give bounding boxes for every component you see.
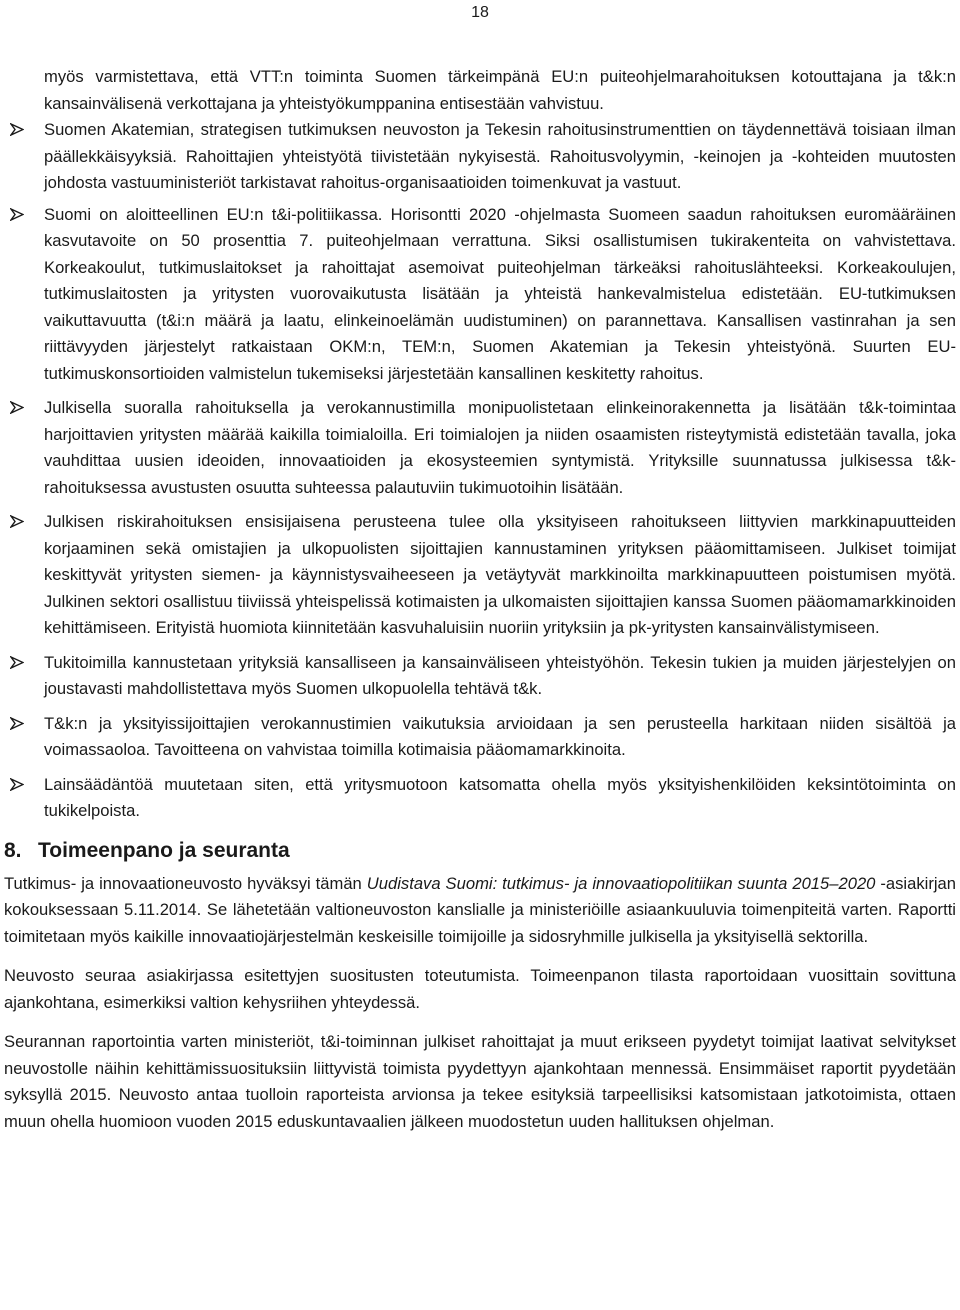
bullet-item [0, 395, 960, 501]
section-paragraph-2: Neuvosto seuraa asiakirjassa esitettyjen suositusten toteutumista. Toimeenpanon tilasta raportoidaan vuosittain sovittuna ajankohtana, esimerkiksi valtion kehysriihen yhteydessä. [4, 966, 956, 1012]
arrowhead-bullet-icon [10, 395, 30, 421]
section-number: 8. [4, 838, 22, 862]
bullet-text: Lainsäädäntöä muutetaan siten, että yritysmuotoon katsomatta ohella myös yksityishenkilöiden keksintötoiminta on tukikelpoista. [44, 774, 956, 820]
arrowhead-bullet-icon [10, 509, 30, 535]
bullet-text: Julkisella suoralla rahoituksella ja verokannustimilla monipuolistetaan elinkeinorakennetta ja lisätään t&k-toimintaa harjoittavien yritysten määrää kaikilla toimialoilla. Eri toimialojen ja niiden osaamisten risteytymistä edistetään tavalla, joka vauhdittaa uusien ideoiden, innovaatioiden ja ekosysteemien syntymistä. Yrityksille suunnatussa julkisessa t&k-rahoituksessa avustusten osuutta suhteessa palautuviin tukimuotoihin lisätään. [44, 398, 956, 497]
bullet-item [0, 202, 960, 388]
intro-continuation: myös varmistettava, että VTT:n toiminta Suomen tärkeimpänä EU:n puiteohjelmarahoituksen kotouttajana ja t&k:n kansainvälisenä verkottajana ja yhteistyökumppanina entisestään vahvistuu. [44, 67, 956, 113]
page-number: 18 [471, 4, 489, 21]
page-content [0, 64, 960, 1135]
bullet-text: Suomen Akatemian, strategisen tutkimuksen neuvoston ja Tekesin rahoitusinstrumenttien on täydennettävä toisiaan ilman päällekkäisyyksiä. Rahoittajien yhteistyötä tiivistetään nykyisestä. Rahoitusvolyymin, -keinojen ja -kohteiden muutosten johdosta vastuuministeriöt tarkistavat rahoitus-organisaatioiden toimenkuvat ja vastuut. [44, 120, 956, 192]
bullet-item [0, 509, 960, 642]
bullet-item [0, 650, 960, 703]
arrowhead-bullet-icon [10, 650, 30, 676]
bullet-text: Tukitoimilla kannustetaan yrityksiä kansalliseen ja kansainväliseen yhteistyöhön. Tekesin tukien ja muiden järjestelyjen on joustavasti mahdollistettava myös Suomen ulkopuolella tehtävä t&k. [44, 652, 956, 698]
section-paragraph-3: Seurannan raportointia varten ministeriöt, t&i-toiminnan julkiset rahoittajat ja muut erikseen pyydetyt toimijat laativat selvitykset neuvostolle näihin kehittämissuosituksiin liittyvistä toimista pyydettyyn ajankohtaan mennessä. Ensimmäiset raportit pyydetään syksyllä 2015. Neuvosto antaa tuolloin raporteista arvionsa ja tekee esityksiä tarpeellisiksi katsomistaan jatkotoimista, ottaen muun ohella huomioon vuoden 2015 eduskuntavaalien jälkeen muodostetun uuden hallituksen ohjelman. [4, 1032, 956, 1131]
document-title-italic: Uudistava Suomi: tutkimus- ja innovaatiopolitiikan suunta 2015–2020 [366, 873, 876, 893]
bullet-text: Julkisen riskirahoituksen ensisijaisena perusteena tulee olla yksityiseen rahoitukseen liittyvien markkinapuutteiden korjaaminen sekä omistajien ja ulkopuolisten sijoittajien kannustaminen yrityksen pääomittamiseen. Julkiset toimijat keskittyvät yritysten siemen- ja käynnistysvaiheeseen ja vetäytyvät markkinoilta markkinapuutteen poistumisen myötä. Julkinen sektori osallistuu tiiviissä yhteispelissä kotimaisten ja ulkomaisten sijoittajien kanssa Suomen pääomamarkkinoiden kehittämiseen. Erityistä huomiota kiinnitetään kasvuhaluisiin nuoriin yrityksiin ja pk-yritysten kansainvälistymiseen. [44, 512, 956, 637]
arrowhead-bullet-icon [10, 202, 30, 228]
bullet-item [0, 117, 960, 197]
bullet-item [0, 772, 960, 825]
section-title: Toimeenpano ja seuranta [38, 838, 290, 862]
paragraph-text: Tutkimus- ja innovaationeuvosto hyväksyi tämän [4, 873, 367, 893]
bullet-text: Suomi on aloitteellinen EU:n t&i-politiikassa. Horisontti 2020 -ohjelmasta Suomeen saadun rahoituksen euromääräinen kasvutavoite on 50 prosenttia 7. puiteohjelmaan verrattuna. Siksi osallistumisen tukirakenteita on vahvistettava. Korkeakoulut, tutkimuslaitokset ja rahoittajat asemoivat puiteohjelman tärkeäksi rahoituslähteeksi. Korkeakoulujen, tutkimuslaitosten ja yritysten vuorovaikutusta lisätään ja yhteistä hankevalmistelua edistetään. EU-tutkimuksen vaikuttavuutta (t&i:n määrä ja laatu, elinkeinoelämän uudistuminen) on parannettava. Kansallisen vastinrahan ja sen riittävyyden järjestelyt ratkaistaan OKM:n, TEM:n, Suomen Akatemian ja Tekesin yhteistyönä. Suurten EU-tutkimuskonsortioiden valmistelun tukemiseksi järjestetään kansallinen keskitetty rahoitus. [44, 204, 956, 383]
section-paragraph-1 [4, 871, 956, 951]
arrowhead-bullet-icon [10, 711, 30, 737]
bullet-text: T&k:n ja yksityissijoittajien verokannustimien vaikutuksia arvioidaan ja sen perusteella harkitaan niiden sisältöä ja voimassaoloa. Tavoitteena on vahvistaa toimilla kotimaisia pääomamarkkinoita. [44, 713, 956, 759]
section-heading [0, 837, 960, 865]
arrowhead-bullet-icon [10, 117, 30, 143]
bullet-item [0, 711, 960, 764]
arrowhead-bullet-icon [10, 772, 30, 798]
paragraph-text: -asiakirjan kokouksessaan 5.11.2014. Se lähetetään valtioneuvoston kanslialle ja ministeriöille asiaankuuluvia toimenpiteitä varten. Raportti toimitetaan myös kaikille innovaatiojärjestelmän keskeisille toimijoille ja sidosryhmille julkisella ja yksityisellä sektorilla. [4, 873, 957, 946]
